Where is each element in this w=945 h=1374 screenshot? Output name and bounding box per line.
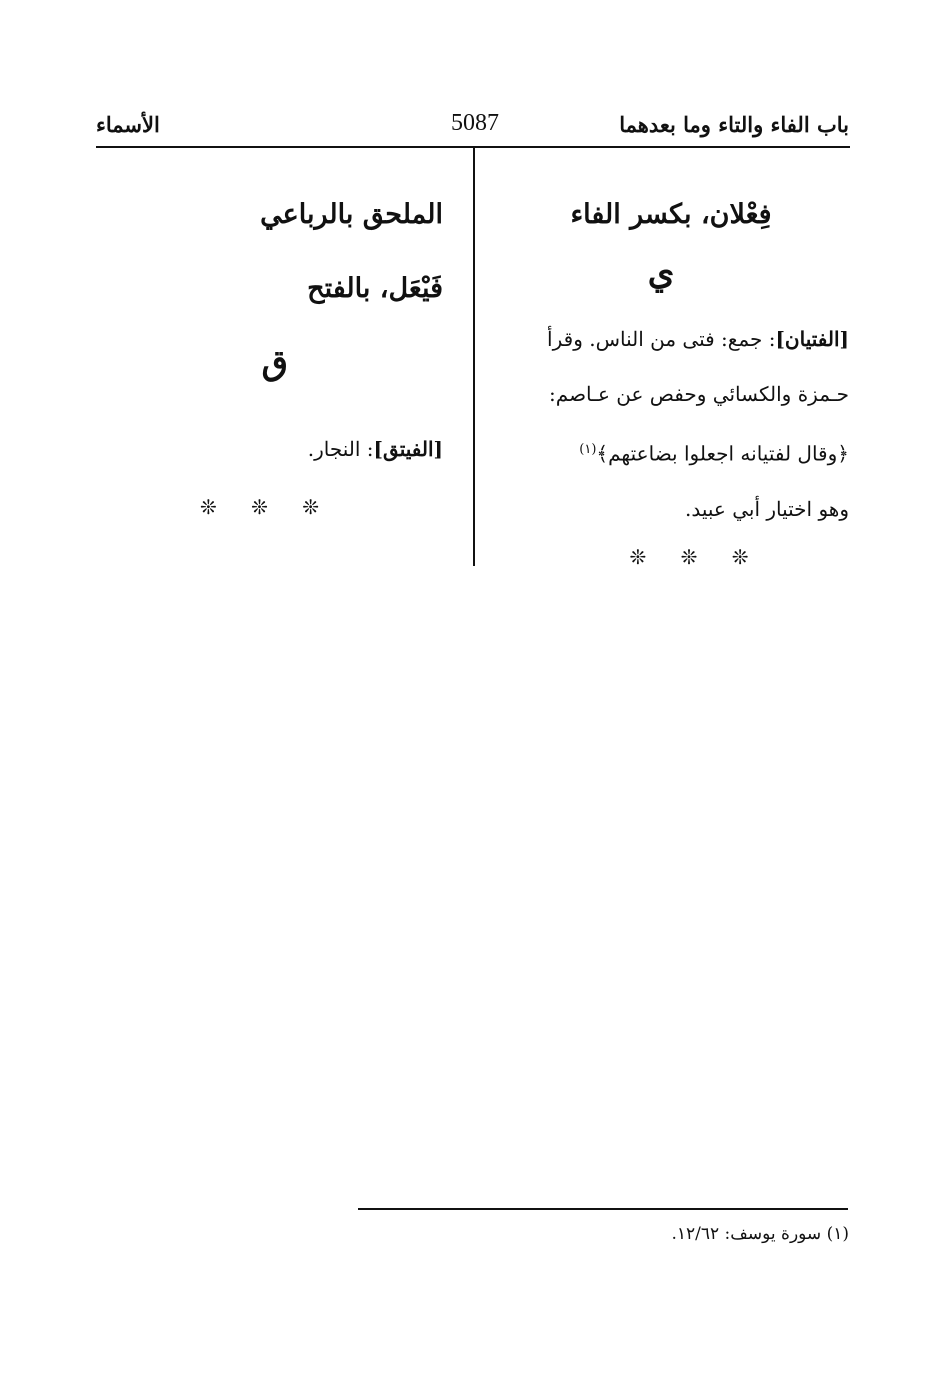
letter-heading: ي (647, 253, 675, 293)
section-end-stars: ❊ ❊ ❊ (200, 495, 333, 519)
running-header-section: الأسماء (96, 112, 160, 137)
pattern-heading: فَيْعَل، بالفتح (307, 273, 443, 304)
quran-quote: ﴿وقال لفتيانه اجعلوا بضاعتهم﴾ (596, 441, 849, 466)
letter-heading: ق (261, 343, 288, 383)
entry-paragraph (93, 422, 463, 477)
section-end-stars: ❊ ❊ ❊ (629, 544, 763, 569)
section-heading: الملحق بالرباعي (260, 199, 443, 230)
entry-line-1: [الفيتق]: النجار. (307, 437, 443, 461)
entry-term: [الفيتق] (373, 437, 443, 461)
footnote: (١) سورة يوسف: ١٢/٦٢. (671, 1224, 849, 1244)
pattern-heading: فِعْلان، بكسر الفاء (570, 199, 772, 230)
entry-line-4: وهو اختيار أبي عبيد. (684, 496, 849, 521)
entry-line-2: حـمزة والكسائي وحفص عن عـاصم: (549, 382, 849, 406)
footnote-rule (358, 1208, 848, 1210)
footnote-marker: (١) (579, 442, 597, 457)
entry-line-1: [الفتيان]: جمع: فتى من الناس. وقرأ (547, 327, 849, 351)
entry-paragraph (473, 312, 849, 537)
entry-line-3 (473, 422, 849, 482)
right-column (473, 190, 849, 569)
page-number: 5087 (451, 110, 499, 136)
left-column (93, 190, 463, 519)
entry-term: [الفتيان] (775, 327, 849, 351)
running-header-chapter: باب الفاء والتاء وما بعدهما (619, 112, 849, 137)
